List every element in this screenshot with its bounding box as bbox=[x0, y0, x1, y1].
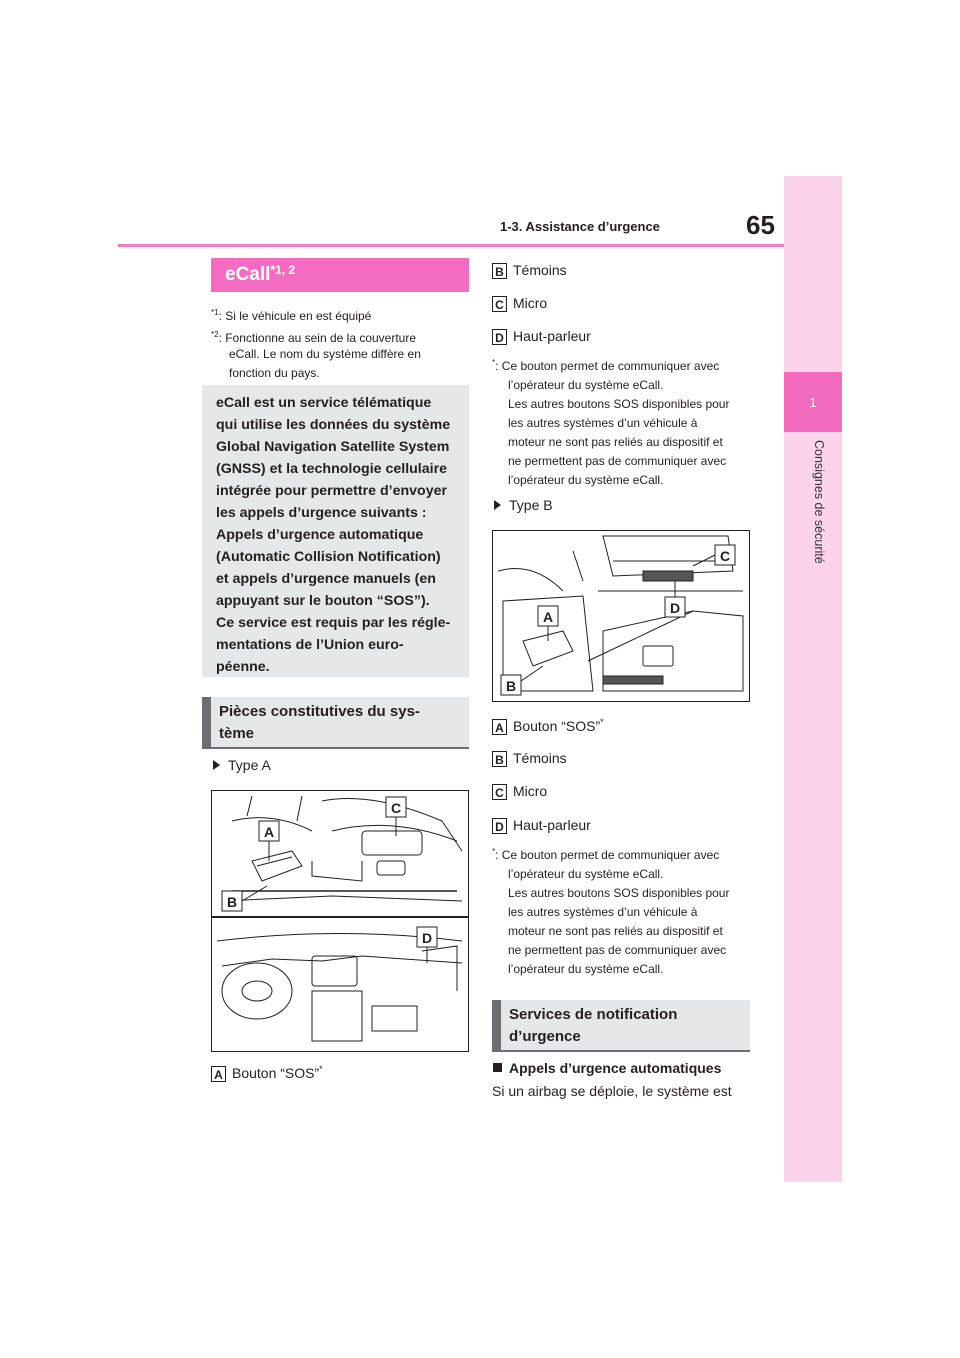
note-line: l’opérateur du système eCall. bbox=[508, 378, 664, 392]
type-b-item-c bbox=[492, 783, 547, 800]
note-b bbox=[492, 842, 729, 979]
type-a-item-b bbox=[492, 262, 567, 279]
callout-letter: B bbox=[506, 678, 517, 694]
chapter-tab-number[interactable]: 1 bbox=[784, 372, 842, 432]
ecall-heading-superscript: *1, 2 bbox=[270, 263, 296, 277]
intro-line: eCall est un service télématique bbox=[216, 395, 432, 411]
type-a-callout-a bbox=[259, 821, 279, 841]
type-b-callout-b bbox=[501, 675, 521, 695]
item-mark: * bbox=[319, 1064, 323, 1074]
note-line bbox=[492, 353, 729, 376]
footnote-2-cont: eCall. Le nom du système diffère en bbox=[229, 347, 421, 361]
letter-box: C bbox=[492, 296, 507, 312]
chapter-tab-title: Consignes de sécurité bbox=[812, 440, 826, 564]
intro-line: Appels d’urgence automatique bbox=[216, 527, 424, 543]
letter-box: A bbox=[211, 1066, 226, 1082]
callout-letter: A bbox=[543, 609, 554, 625]
item-text: Témoins bbox=[513, 750, 567, 766]
components-heading-line: Pièces constitutives du sys- bbox=[219, 703, 420, 720]
type-b-figure bbox=[492, 530, 750, 702]
note-line: les autres systèmes d’un véhicule à bbox=[508, 905, 698, 919]
intro-line: Global Navigation Satellite System bbox=[216, 439, 450, 455]
footnote-2-cont: fonction du pays. bbox=[229, 366, 320, 380]
type-a-callout-c bbox=[386, 797, 406, 817]
type-a-item-a bbox=[211, 1064, 323, 1082]
item-text: Bouton “SOS” bbox=[513, 718, 601, 734]
note-line: les autres systèmes d’un véhicule à bbox=[508, 416, 698, 430]
footnote-text: : Si le véhicule en est équipé bbox=[218, 309, 372, 323]
components-heading-line: tème bbox=[219, 725, 255, 742]
item-text: Micro bbox=[513, 783, 548, 799]
note-line: ne permettent pas de communiquer avec bbox=[508, 943, 727, 957]
note-line: l’opérateur du système eCall. bbox=[508, 473, 664, 487]
type-b-illustration bbox=[493, 531, 749, 701]
item-text: Micro bbox=[513, 295, 548, 311]
callout-letter: D bbox=[670, 600, 681, 616]
type-b-callout-d bbox=[665, 597, 685, 617]
callout-letter: A bbox=[264, 824, 275, 840]
type-a-illustration bbox=[212, 791, 468, 1051]
auto-calls-text: Si un airbag se déploie, le système est bbox=[492, 1083, 732, 1099]
type-a-item-c bbox=[492, 295, 547, 312]
type-b-item-a bbox=[492, 717, 604, 735]
intro-line: qui utilise les données du système bbox=[216, 417, 451, 433]
type-a-label bbox=[213, 757, 271, 773]
intro-line: les appels d’urgence suivants : bbox=[216, 505, 427, 521]
intro-line: (GNSS) et la technologie cellulaire bbox=[216, 461, 447, 477]
note-line: moteur ne sont pas reliés au dispositif et bbox=[508, 924, 723, 938]
letter-box: A bbox=[492, 719, 507, 735]
callout-letter: C bbox=[720, 548, 731, 564]
item-text: Bouton “SOS” bbox=[232, 1065, 320, 1081]
footnote-1 bbox=[211, 303, 371, 326]
triangle-bullet-icon bbox=[494, 500, 501, 510]
note-line: Les autres boutons SOS disponibles pour bbox=[508, 397, 730, 411]
footnote-mark: *1 bbox=[211, 308, 219, 317]
footnote-text: : Fonctionne au sein de la couverture bbox=[218, 331, 417, 345]
letter-box: D bbox=[492, 818, 507, 834]
note-a bbox=[492, 353, 729, 490]
chapter-tab-strip bbox=[784, 176, 842, 1182]
type-a-figure bbox=[211, 790, 469, 1052]
letter-box: C bbox=[492, 784, 507, 800]
services-heading-line: Services de notification bbox=[509, 1006, 678, 1023]
callout-letter: B bbox=[227, 894, 238, 910]
intro-line: appuyant sur le bouton “SOS”). bbox=[216, 593, 430, 609]
note-line: ne permettent pas de communiquer avec bbox=[508, 454, 727, 468]
note-line: moteur ne sont pas reliés au dispositif et bbox=[508, 435, 723, 449]
auto-calls-heading bbox=[493, 1060, 721, 1076]
type-a-text: Type A bbox=[228, 757, 271, 773]
note-mark: * bbox=[492, 847, 496, 856]
note-line bbox=[492, 842, 729, 865]
type-b-text: Type B bbox=[509, 497, 553, 513]
intro-line: Ce service est requis par les régle- bbox=[216, 615, 451, 631]
intro-line: péenne. bbox=[216, 659, 270, 675]
intro-line: intégrée pour permettre d’envoyer bbox=[216, 483, 448, 499]
note-line: l’opérateur du système eCall. bbox=[508, 962, 664, 976]
note-text: : Ce bouton permet de communiquer avec bbox=[495, 359, 720, 373]
triangle-bullet-icon bbox=[213, 760, 220, 770]
type-a-callout-b bbox=[222, 891, 242, 911]
item-text: Haut-parleur bbox=[513, 817, 591, 833]
note-line: Les autres boutons SOS disponibles pour bbox=[508, 886, 730, 900]
auto-calls-heading-text: Appels d’urgence automatiques bbox=[509, 1060, 722, 1076]
intro-box bbox=[202, 385, 469, 677]
intro-line: mentations de l’Union euro- bbox=[216, 637, 404, 653]
page-number: 65 bbox=[746, 210, 775, 240]
type-b-callout-c bbox=[715, 545, 735, 565]
letter-box: D bbox=[492, 329, 507, 345]
services-heading bbox=[492, 1000, 750, 1052]
section-title: 1-3. Assistance d’urgence bbox=[500, 219, 660, 234]
type-a-item-d bbox=[492, 328, 591, 345]
letter-box: B bbox=[492, 263, 507, 279]
item-text: Témoins bbox=[513, 262, 567, 278]
ecall-heading-title: eCall bbox=[225, 264, 271, 285]
note-line: l’opérateur du système eCall. bbox=[508, 867, 664, 881]
type-a-callout-d bbox=[417, 927, 437, 947]
header-rule bbox=[118, 244, 784, 247]
square-bullet-icon bbox=[493, 1063, 502, 1072]
type-b-item-b bbox=[492, 750, 567, 767]
note-mark: * bbox=[492, 358, 496, 367]
item-mark: * bbox=[600, 717, 604, 727]
callout-letter: C bbox=[391, 800, 402, 816]
type-b-label bbox=[494, 497, 553, 513]
intro-line: et appels d’urgence manuels (en bbox=[216, 571, 436, 587]
callout-letter: D bbox=[422, 930, 433, 946]
intro-line: (Automatic Collision Notification) bbox=[216, 549, 441, 565]
components-heading bbox=[202, 697, 469, 749]
type-b-item-d bbox=[492, 817, 591, 834]
services-heading-line: d’urgence bbox=[509, 1028, 581, 1045]
ecall-heading bbox=[211, 258, 469, 292]
type-b-callout-a bbox=[538, 606, 558, 626]
letter-box: B bbox=[492, 751, 507, 767]
footnote-mark: *2 bbox=[211, 330, 219, 339]
note-text: : Ce bouton permet de communiquer avec bbox=[495, 848, 720, 862]
item-text: Haut-parleur bbox=[513, 328, 591, 344]
